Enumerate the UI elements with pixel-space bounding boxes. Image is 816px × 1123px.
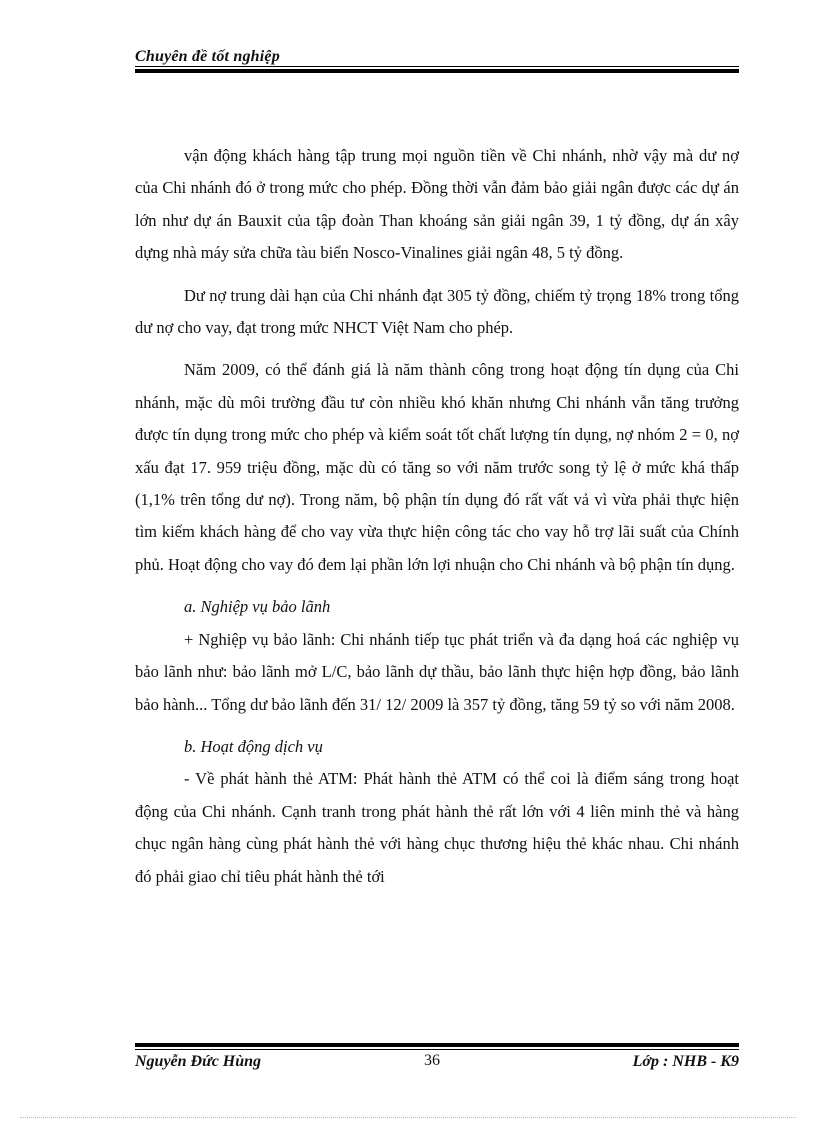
page-number: 36 [424,1052,440,1069]
body-text [135,140,739,893]
footer-author: Nguyễn Đức Hùng [135,1053,262,1070]
header-title: Chuyên đề tốt nghiệp [135,48,280,65]
paragraph-5: - Về phát hành thẻ ATM: Phát hành thẻ ATM có thể coi là điểm sáng trong hoạt động của Chi nhánh. Cạnh tranh trong phát hành thẻ rất lớn với 4 liên minh thẻ và hàng chục ngân hàng cùng phát hành thẻ với hàng chục thương hiệu thẻ khác nhau. Chi nhánh đó phải giao chỉ tiêu phát hành thẻ tới [135,769,739,886]
footer-class-label: Lớp : NHB - K9 [632,1053,739,1070]
paragraph-3: Năm 2009, có thể đánh giá là năm thành công trong hoạt động tín dụng của Chi nhánh, mặc dù môi trường đầu tư còn nhiều khó khăn nhưng Chi nhánh vẫn tăng trưởng được tín dụng trong mức cho phép và kiểm soát tốt chất lượng tín dụng, nợ nhóm 2 = 0, nợ xấu đạt 17. 959 triệu đồng, mặc dù có tăng so với năm trước song tỷ lệ ở mức khá thấp (1,1% trên tổng dư nợ). Trong năm, bộ phận tín dụng đó rất vất vả vì vừa phải thực hiện tìm kiếm khách hàng để cho vay vừa thực hiện công tác cho vay hỗ trợ lãi suất của Chính phủ. Hoạt động cho vay đó đem lại phần lớn lợi nhuận cho Chi nhánh và bộ phận tín dụng. [135,360,739,574]
header-rule-thin [135,66,739,67]
paragraph-2: Dư nợ trung dài hạn của Chi nhánh đạt 305 tỷ đồng, chiếm tỷ trọng 18% trong tổng dư nợ cho vay, đạt trong mức NHCT Việt Nam cho phép. [135,285,739,338]
footer-rule-thin [135,1049,739,1050]
footer-rule-thick [135,1043,739,1047]
paragraph-1: vận động khách hàng tập trung mọi nguồn tiền về Chi nhánh, nhờ vậy mà dư nợ của Chi nhánh đó ở trong mức cho phép. Đồng thời vẫn đảm bảo giải ngân được các dự án lớn như dự án Bauxit của tập đoàn Than khoáng sản giải ngân 39, 1 tỷ đồng, dự án xây dựng nhà máy sửa chữa tàu biển Nosco-Vinalines giải ngân 48, 5 tỷ đồng. [135,146,739,263]
page-edge-divider [20,1117,796,1118]
section-heading-a: a. Nghiệp vụ bảo lãnh [184,597,331,617]
section-heading-b: b. Hoạt động dịch vụ [184,736,323,756]
header-rule-thick [135,69,739,73]
paragraph-4: + Nghiệp vụ bảo lãnh: Chi nhánh tiếp tục phát triển và đa dạng hoá các nghiệp vụ bảo lãnh như: bảo lãnh mở L/C, bảo lãnh dự thầu, bảo lãnh thực hiện hợp đồng, bảo lãnh bảo hành... Tổng dư bảo lãnh đến 31/ 12/ 2009 là 357 tỷ đồng, tăng 59 tỷ so với năm 2008. [135,629,739,714]
